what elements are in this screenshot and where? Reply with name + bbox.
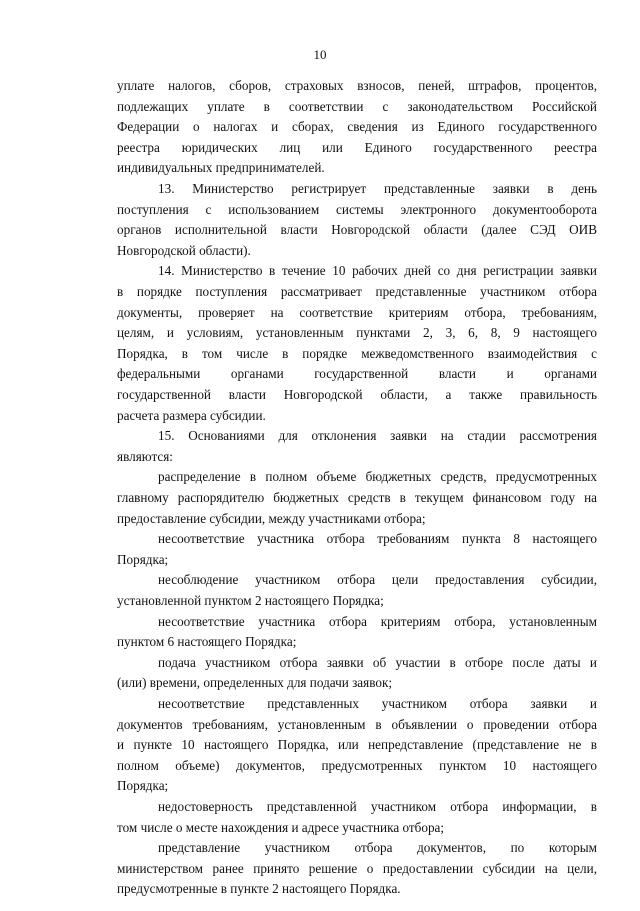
text-line: главному распорядителю бюджетных средств в текущем финансовом году на bbox=[117, 490, 597, 505]
text-line: реестра юридических лиц или Единого государственного реестра bbox=[117, 139, 597, 155]
text-line: том числе о месте нахождения и адресе участника отбора; bbox=[117, 819, 445, 835]
text-line: федеральными органами государственной власти и органами bbox=[117, 366, 597, 382]
text-line: пунктом 6 настоящего Порядка; bbox=[117, 634, 297, 650]
text-line: индивидуальных предпринимателей. bbox=[117, 160, 325, 176]
text-line: (или) времени, определенных для подачи заявок; bbox=[117, 675, 393, 691]
text-line: установленной пунктом 2 настоящего Порядка; bbox=[117, 593, 384, 608]
text-line: несоответствие представленных участником отбора заявки и bbox=[158, 696, 597, 711]
text-line: полном объеме) документов, предусмотренных пунктом 10 настоящего bbox=[117, 757, 597, 773]
text-line: 13. Министерство регистрирует представленные заявки в день bbox=[158, 181, 597, 196]
text-line: несоблюдение участником отбора цели предоставления субсидии, bbox=[158, 572, 597, 588]
text-line: предусмотренные в пункте 2 настоящего Порядка. bbox=[117, 881, 401, 897]
text-line: Порядка; bbox=[117, 778, 169, 794]
text-line: государственной власти Новгородской области, а также правильность bbox=[117, 387, 597, 402]
text-line: Новгородской области). bbox=[117, 242, 251, 258]
text-line: представление участником отбора документов, по которым bbox=[158, 840, 597, 856]
text-line: уплате налогов, сборов, страховых взносов, пеней, штрафов, процентов, bbox=[117, 78, 597, 93]
text-line: предоставление субсидии, между участниками отбора; bbox=[117, 510, 426, 526]
text-line: документы, проверяет на соответствие критериям отбора, требованиям, bbox=[117, 304, 597, 320]
text-line: министерством ранее принято решение о предоставлении субсидии на цели, bbox=[117, 860, 597, 876]
text-line: Порядка, в том числе в порядке межведомственного взаимодействия с bbox=[117, 345, 597, 361]
text-line: 15. Основаниями для отклонения заявки на стадии рассмотрения bbox=[158, 428, 597, 444]
text-line: подлежащих уплате в соответствии с законодательством Российской bbox=[117, 98, 597, 114]
text-line: органов исполнительной власти Новгородской области (далее СЭД ОИВ bbox=[117, 222, 597, 238]
text-line: расчета размера субсидии. bbox=[117, 407, 266, 423]
text-line: и пункте 10 настоящего Порядка, или непредставление (представление не в bbox=[117, 737, 597, 753]
text-line: Порядка; bbox=[117, 551, 169, 567]
page-number: 10 bbox=[313, 47, 327, 62]
text-line: недостоверность представленной участником отбора информации, в bbox=[158, 799, 597, 814]
text-line: документов требованиям, установленным в объявлении о проведении отбора bbox=[117, 716, 597, 732]
text-line: несоответствие участника отбора критериям отбора, установленным bbox=[158, 613, 597, 629]
text-line: несоответствие участника отбора требованиям пункта 8 настоящего bbox=[158, 531, 597, 547]
text-line: 14. Министерство в течение 10 рабочих дней со дня регистрации заявки bbox=[158, 263, 597, 279]
text-line: поступления с использованием системы электронного документооборота bbox=[117, 201, 597, 217]
text-line: распределение в полном объеме бюджетных средств, предусмотренных bbox=[158, 469, 597, 485]
text-line: Федерации о налогах и сборах, сведения из Единого государственного bbox=[117, 119, 597, 135]
text-line: в порядке поступления рассматривает представленные участником отбора bbox=[117, 284, 597, 299]
text-line: целям, и условиям, установленным пунктами 2, 3, 6, 8, 9 настоящего bbox=[117, 325, 597, 341]
text-line: подача участником отбора заявки об участии в отборе после даты и bbox=[158, 654, 597, 670]
text-line: являются: bbox=[117, 448, 173, 464]
